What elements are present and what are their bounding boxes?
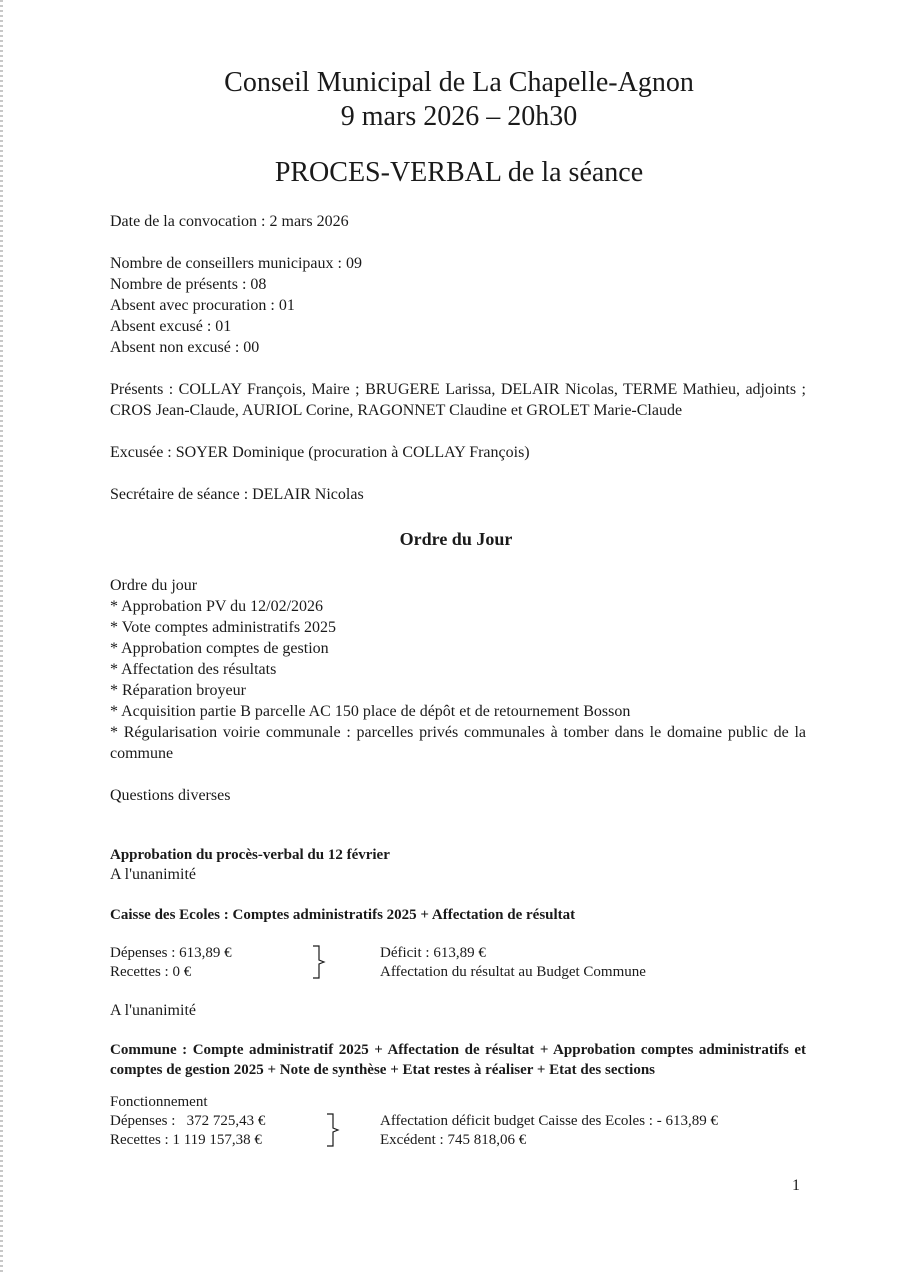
commune-excedent: Excédent : 745 818,06 € [380, 1132, 527, 1148]
agenda-item: * Acquisition partie B parcelle AC 150 place de dépôt et de retournement Bosson [110, 703, 631, 720]
presents-list: Présents : COLLAY François, Maire ; BRUGERE Larissa, DELAIR Nicolas, TERME Mathieu, adjoints ; CROS Jean-Claude, AURIOL Corine, RAGONNET Claudine et GROLET Marie-Claude [110, 381, 806, 419]
caisse-affectation: Affectation du résultat au Budget Commune [380, 964, 646, 980]
agenda-item: * Approbation PV du 12/02/2026 [110, 598, 324, 615]
council-title: Conseil Municipal de La Chapelle-Agnon [224, 67, 694, 98]
page-number: 1 [792, 1177, 800, 1194]
bracket-icon [312, 945, 326, 979]
commune-affectation-deficit: Affectation déficit budget Caisse des Ecoles : - 613,89 € [380, 1113, 718, 1129]
caisse-ecoles-title: Caisse des Ecoles : Comptes administratifs 2025 + Affectation de résultat [110, 907, 576, 923]
caisse-recettes: Recettes : 0 € [110, 964, 192, 980]
bracket-icon [326, 1113, 340, 1147]
agenda-item: * Réparation broyeur [110, 682, 246, 699]
caisse-deficit: Déficit : 613,89 € [380, 945, 486, 961]
count-non-excuse: Absent non excusé : 00 [110, 339, 260, 356]
agenda-item: * Vote comptes administratifs 2025 [110, 619, 337, 636]
commune-fonctionnement-label: Fonctionnement [110, 1094, 208, 1110]
commune-recettes: Recettes : 1 119 157,38 € [110, 1132, 262, 1148]
count-excuse: Absent excusé : 01 [110, 318, 232, 335]
agenda-intro: Ordre du jour [110, 577, 198, 594]
agenda-item: * Affectation des résultats [110, 661, 277, 678]
caisse-result: A l'unanimité [110, 1002, 196, 1019]
agenda-item: * Régularisation voirie communale : parcelles privés communales à tomber dans le domaine public de la commune [110, 724, 806, 762]
document-title: PROCES-VERBAL de la séance [274, 157, 644, 188]
count-presents: Nombre de présents : 08 [110, 276, 267, 293]
pv-approval-title: Approbation du procès-verbal du 12 février [110, 847, 390, 863]
commune-title: Commune : Compte administratif 2025 + Affectation de résultat + Approbation comptes administratifs et comptes de gestion 2025 + Note de synthèse + Etat restes à réaliser + Etat des sections [110, 1042, 806, 1078]
agenda-item: * Approbation comptes de gestion [110, 640, 329, 657]
session-secretary: Secrétaire de séance : DELAIR Nicolas [110, 486, 364, 503]
count-conseillers: Nombre de conseillers municipaux : 09 [110, 255, 362, 272]
pv-approval-result: A l'unanimité [110, 866, 196, 883]
scan-edge-artifact [0, 0, 3, 1273]
agenda-heading: Ordre du Jour [399, 529, 513, 549]
excused-member: Excusée : SOYER Dominique (procuration à COLLAY François) [110, 444, 530, 461]
meeting-date: 9 mars 2026 – 20h30 [340, 101, 578, 132]
convocation-date: Date de la convocation : 2 mars 2026 [110, 213, 349, 230]
commune-depenses: Dépenses : 372 725,43 € [110, 1113, 266, 1129]
questions-diverses: Questions diverses [110, 787, 231, 804]
caisse-depenses: Dépenses : 613,89 € [110, 945, 232, 961]
count-procuration: Absent avec procuration : 01 [110, 297, 295, 314]
